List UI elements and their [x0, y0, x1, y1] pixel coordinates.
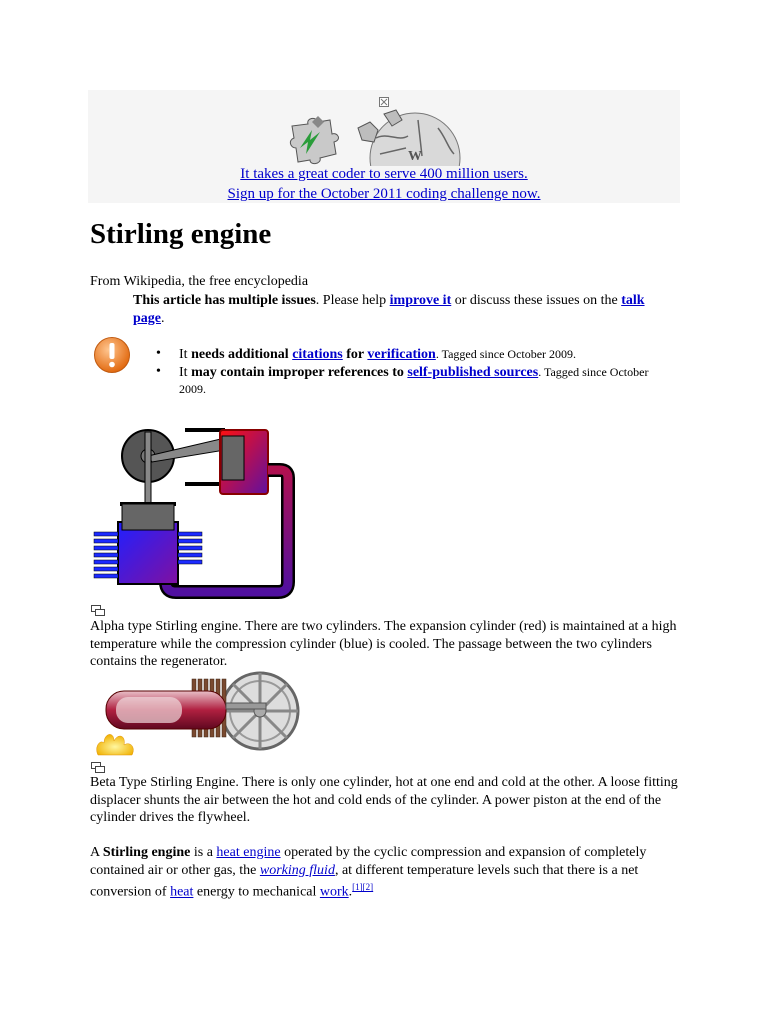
fundraising-banner — [88, 90, 680, 203]
issue-item-references — [156, 364, 656, 398]
self-published-sources-link[interactable]: self-published sources — [407, 365, 539, 380]
magnify-icon[interactable] — [91, 605, 105, 616]
puzzle-globe-logo-icon — [288, 108, 483, 166]
improve-it-link[interactable]: improve it — [389, 293, 452, 308]
magnify-icon[interactable] — [91, 762, 105, 773]
warning-icon — [93, 336, 131, 374]
broken-image-icon — [379, 97, 389, 107]
banner-link-line2[interactable]: Sign up for the October 2011 coding challenge now. — [227, 186, 541, 202]
issues-notice — [133, 292, 673, 328]
page-subtitle: From Wikipedia, the free encyclopedia — [90, 274, 309, 289]
heat-engine-link[interactable]: heat engine — [216, 845, 281, 860]
working-fluid-link[interactable]: working fluid — [259, 862, 335, 878]
issues-lead-text: . Please help — [315, 293, 390, 308]
alpha-stirling-engine-image[interactable] — [90, 422, 300, 602]
bullet-icon: • — [156, 346, 161, 361]
work-link[interactable]: work — [319, 884, 349, 900]
issue2-bold1: may contain improper references to — [191, 365, 408, 380]
intro-bold-term: Stirling engine — [102, 845, 191, 860]
intro-text-4: , at different temperature levels such that there is a net conversion of — [90, 862, 639, 900]
page-title: Stirling engine — [90, 218, 272, 250]
intro-text-1: A — [90, 845, 103, 860]
figure-caption-alpha: Alpha type Stirling engine. There are two cylinders. The expansion cylinder (red) is maintained at a high temperature while the compression cylinder (blue) is cooled. The passage between the two cylinders contains the regenerator. — [90, 619, 677, 669]
intro-text-2: is a — [190, 845, 217, 860]
figure-caption-beta: Beta Type Stirling Engine. There is only one cylinder, hot at one end and cold at the other. A loose fitting displacer shunts the air between the hot and cold ends of the cylinder. A power piston at the end of the cylinder drives the flywheel. — [90, 775, 678, 825]
bullet-icon: • — [156, 364, 161, 379]
banner-link-line1[interactable]: It takes a great coder to serve 400 million users. — [240, 166, 528, 182]
intro-text-5: energy to mechanical — [193, 884, 320, 900]
issue-list — [156, 346, 656, 399]
issue1-bold1: needs additional — [191, 347, 293, 362]
issue2-tag: . Tagged since October 2009. — [179, 365, 649, 396]
reference-link[interactable]: [1][2] — [352, 882, 374, 892]
intro-paragraph — [90, 844, 680, 901]
intro-text-3: operated by the cyclic compression and expansion of completely contained air or other gas, the — [90, 845, 647, 878]
heat-link[interactable]: heat — [170, 884, 194, 900]
issues-lead-bold: This article has multiple issues — [133, 293, 316, 308]
verification-link[interactable]: verification — [367, 347, 436, 362]
beta-stirling-engine-image[interactable] — [92, 667, 302, 759]
issues-mid-text: or discuss these issues on the — [451, 293, 622, 308]
issue2-prefix: It — [179, 365, 192, 380]
citations-link[interactable]: citations — [292, 347, 343, 362]
issue1-bold2: for — [342, 347, 368, 362]
talk-page-link[interactable]: talk page — [133, 293, 645, 326]
issues-end-text: . — [161, 311, 165, 326]
issue1-tag: . Tagged since October 2009. — [435, 347, 577, 361]
intro-text-6: . — [348, 884, 353, 900]
issue-item-citations — [156, 346, 656, 363]
svg-text:W: W — [408, 149, 422, 164]
issue1-prefix: It — [179, 347, 192, 362]
